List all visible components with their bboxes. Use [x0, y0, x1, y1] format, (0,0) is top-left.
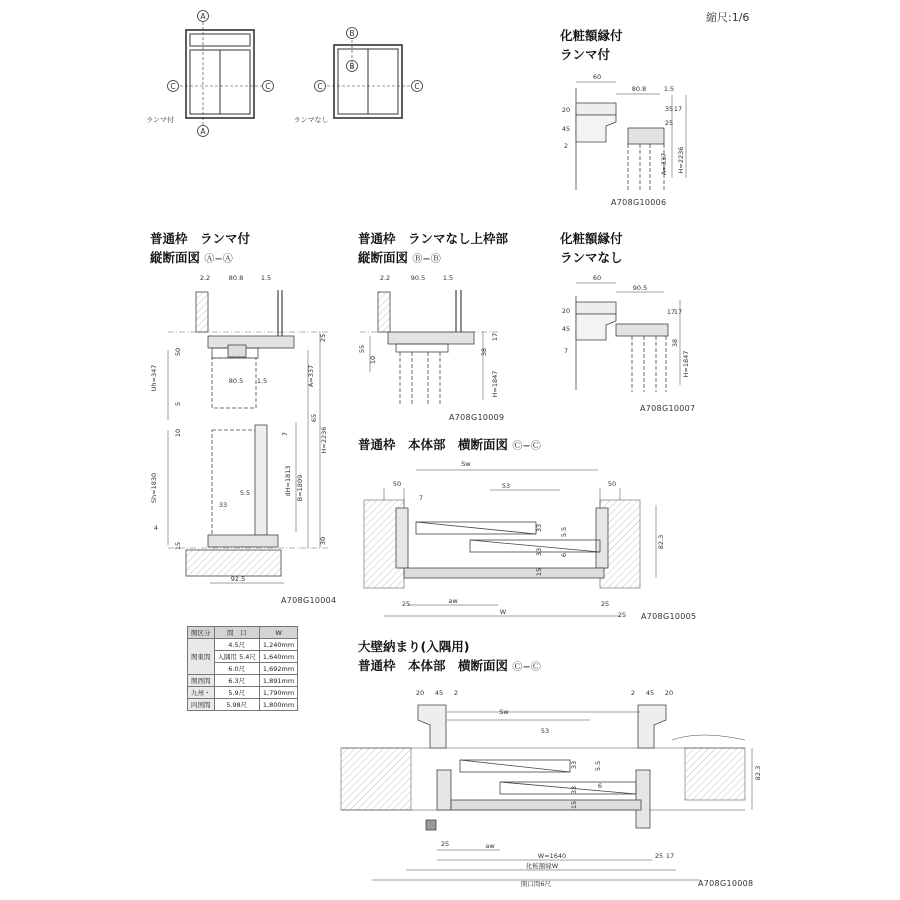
spec-region: 関東間	[188, 639, 215, 675]
title-kesho-nashi: 化粧額縁付 ランマなし	[560, 231, 623, 265]
marker-c-left: C	[170, 82, 176, 91]
code-futsu-ranma: A708G10004	[281, 596, 337, 605]
fr-b1809: B=1809	[296, 474, 304, 502]
kr-17: 17	[673, 105, 683, 113]
section-futsu-ranma	[168, 290, 330, 583]
fr-dh: dH=1813	[284, 465, 292, 497]
ok-kesho: 化粧額縁W	[525, 862, 559, 870]
ok-6: 6	[597, 782, 603, 790]
table-row	[188, 687, 298, 699]
ok-aw: aw	[485, 842, 495, 850]
spec-w: 1,240mm	[259, 639, 297, 651]
ok-33b: 33	[570, 785, 578, 795]
kr-45: 45	[561, 125, 571, 133]
kr-2: 2	[563, 142, 569, 150]
fr-30: 30	[319, 536, 327, 546]
fr-50: 50	[174, 347, 182, 357]
kn-h1847: H=1847	[682, 350, 690, 378]
ok-w1640: W=1640	[537, 852, 567, 860]
kn-60: 60	[592, 274, 602, 282]
kr-25: 25	[664, 119, 674, 127]
spec-header-row	[188, 627, 298, 639]
ok-20b: 20	[664, 689, 674, 697]
kr-20: 20	[561, 106, 571, 114]
spec-maguchi: 5.98尺	[214, 699, 259, 711]
kn-20: 20	[561, 307, 571, 315]
kn-17b: 17	[673, 308, 683, 316]
fr-10: 10	[174, 428, 182, 438]
spec-region: 四国間	[188, 699, 215, 711]
fh-aw: aw	[448, 597, 458, 605]
ok-25b: 25	[654, 852, 664, 860]
spec-w: 1,692mm	[259, 663, 297, 675]
fn-38: 38	[480, 347, 488, 357]
spec-w: 1,790mm	[259, 687, 297, 699]
marker-a-top: A	[200, 12, 206, 21]
ok-55: 5.5	[594, 760, 602, 772]
spec-header-w: W	[259, 627, 297, 639]
fr-33: 33	[218, 501, 228, 509]
ok-45: 45	[434, 689, 444, 697]
spec-maguchi: 4.5尺	[214, 639, 259, 651]
ok-45b: 45	[645, 689, 655, 697]
spec-maguchi: 6.0尺	[214, 663, 259, 675]
label-nashi: ランマなし	[293, 116, 329, 124]
spec-w: 1,640mm	[259, 651, 297, 663]
ok-53: 53	[540, 727, 550, 735]
marker-b-mid: B	[349, 62, 355, 71]
fh-33b: 33	[535, 547, 543, 557]
fr-uh: Uh=347	[150, 364, 158, 392]
elevation-nashi	[315, 28, 423, 119]
kr-60: 60	[592, 73, 602, 81]
code-futsu-hontai: A708G10005	[641, 612, 697, 621]
spec-table	[187, 626, 298, 711]
fh-25c: 25	[617, 611, 627, 619]
title-ookabe: 大壁納まり(入隅用) 普通枠 本体部 横断面図 Ⓒ−Ⓒ	[358, 639, 541, 673]
spec-maguchi: 入隅用 5.4尺	[214, 651, 259, 663]
fn-10: 10	[369, 355, 377, 365]
fr-25: 25	[319, 333, 327, 343]
scale-label: 縮尺:1/6	[706, 11, 750, 24]
fr-15b: 1.5	[256, 377, 268, 385]
section-futsu-hontai	[364, 470, 656, 616]
elevation-ranma	[168, 11, 274, 137]
marker-c-right-2: C	[414, 82, 420, 91]
ok-kaikou: 開口間6尺	[520, 880, 552, 888]
marker-c-left-2: C	[317, 82, 323, 91]
ok-17: 17	[665, 852, 675, 860]
ok-2b: 2	[630, 689, 636, 697]
code-futsu-nashi: A708G10009	[449, 413, 505, 422]
fn-h1847: H=1847	[491, 370, 499, 398]
kn-17: 17	[666, 308, 676, 316]
fr-15c: 15	[174, 541, 182, 551]
spec-w: 1,891mm	[259, 675, 297, 687]
title-futsu-ranma: 普通枠 ランマ付 縦断面図 Ⓐ−Ⓐ	[150, 231, 251, 265]
fr-805: 80.5	[228, 377, 244, 385]
kr-15: 1.5	[663, 85, 675, 93]
section-futsu-nashi	[360, 290, 500, 405]
fh-53: 53	[501, 482, 511, 490]
fh-25: 25	[401, 600, 411, 608]
title-futsu-nashi: 普通枠 ランマなし上枠部 縦断面図 Ⓑ−Ⓑ	[358, 231, 509, 265]
fr-22: 2.2	[199, 274, 211, 282]
fr-4: 4	[153, 524, 159, 532]
marker-b-top: B	[349, 29, 355, 38]
table-row	[188, 699, 298, 711]
spec-w: 1,800mm	[259, 699, 297, 711]
section-mark-cc: Ⓒ−Ⓒ	[512, 441, 541, 452]
title-kesho-ranma: 化粧額縁付 ランマ付	[560, 28, 623, 62]
table-row	[188, 639, 298, 651]
table-row	[188, 675, 298, 687]
ok-15: 15	[570, 800, 578, 810]
fh-823: 82.3	[657, 534, 665, 550]
fn-15: 1.5	[442, 274, 454, 282]
kr-a337: A=337	[660, 152, 668, 176]
section-mark-bb: Ⓑ−Ⓑ	[412, 254, 441, 265]
title-futsu-hontai: 普通枠 本体部 横断面図 Ⓒ−Ⓒ	[358, 437, 541, 452]
fh-25b: 25	[600, 600, 610, 608]
ok-sw: Sw	[499, 708, 509, 716]
fr-65: 65	[310, 413, 318, 423]
fn-905: 90.5	[410, 274, 426, 282]
fr-15: 1.5	[260, 274, 272, 282]
fn-55: 55	[358, 344, 366, 354]
fn-22: 2.2	[379, 274, 391, 282]
fh-50b: 50	[607, 480, 617, 488]
fh-6: 6	[560, 552, 568, 558]
fr-7: 7	[281, 431, 289, 437]
detail-kesho-ranma	[576, 82, 686, 190]
label-ranma: ランマ付	[146, 116, 174, 124]
spec-region: 関西間	[188, 675, 215, 687]
ok-2: 2	[453, 689, 459, 697]
spec-header-maguchi: 間 口	[214, 627, 259, 639]
ok-823: 82.3	[754, 765, 762, 781]
ok-25: 25	[440, 840, 450, 848]
section-mark-aa: Ⓐ−Ⓐ	[204, 254, 233, 265]
fr-sh: Sh=1830	[150, 472, 158, 504]
code-kesho-ranma: A708G10006	[611, 198, 667, 207]
fh-7: 7	[418, 494, 424, 502]
section-mark-cc-2: Ⓒ−Ⓒ	[512, 662, 541, 673]
ok-33: 33	[570, 760, 578, 770]
ok-20: 20	[415, 689, 425, 697]
kn-905: 90.5	[632, 284, 648, 292]
fh-w: W	[499, 608, 507, 616]
fr-55: 5.5	[239, 489, 251, 497]
marker-c-right: C	[265, 82, 271, 91]
fr-h2236: H=2236	[320, 426, 328, 454]
kn-38: 38	[671, 338, 679, 348]
spec-maguchi: 5.9尺	[214, 687, 259, 699]
fh-55: 5.5	[560, 526, 568, 538]
fr-925: 92.5	[230, 575, 246, 583]
fh-50: 50	[392, 480, 402, 488]
detail-kesho-nashi	[576, 283, 683, 392]
fh-33: 33	[535, 523, 543, 533]
fr-a337: A=337	[307, 364, 315, 388]
marker-a-bottom: A	[200, 127, 206, 136]
spec-header-region: 関区分	[188, 627, 215, 639]
fh-15: 15	[535, 567, 543, 577]
code-kesho-nashi: A708G10007	[640, 404, 696, 413]
spec-region: 九州・	[188, 687, 215, 699]
spec-maguchi: 6.3尺	[214, 675, 259, 687]
fh-sw: Sw	[461, 460, 471, 468]
fr-5: 5	[174, 401, 182, 407]
kr-h2236: H=2236	[677, 146, 685, 174]
code-ookabe: A708G10008	[698, 879, 754, 888]
kn-7: 7	[563, 347, 569, 355]
fr-808: 80.8	[228, 274, 244, 282]
fn-17: 17	[491, 332, 499, 342]
kr-808: 80.8	[631, 85, 647, 93]
kn-45: 45	[561, 325, 571, 333]
kr-35: 35	[664, 105, 674, 113]
